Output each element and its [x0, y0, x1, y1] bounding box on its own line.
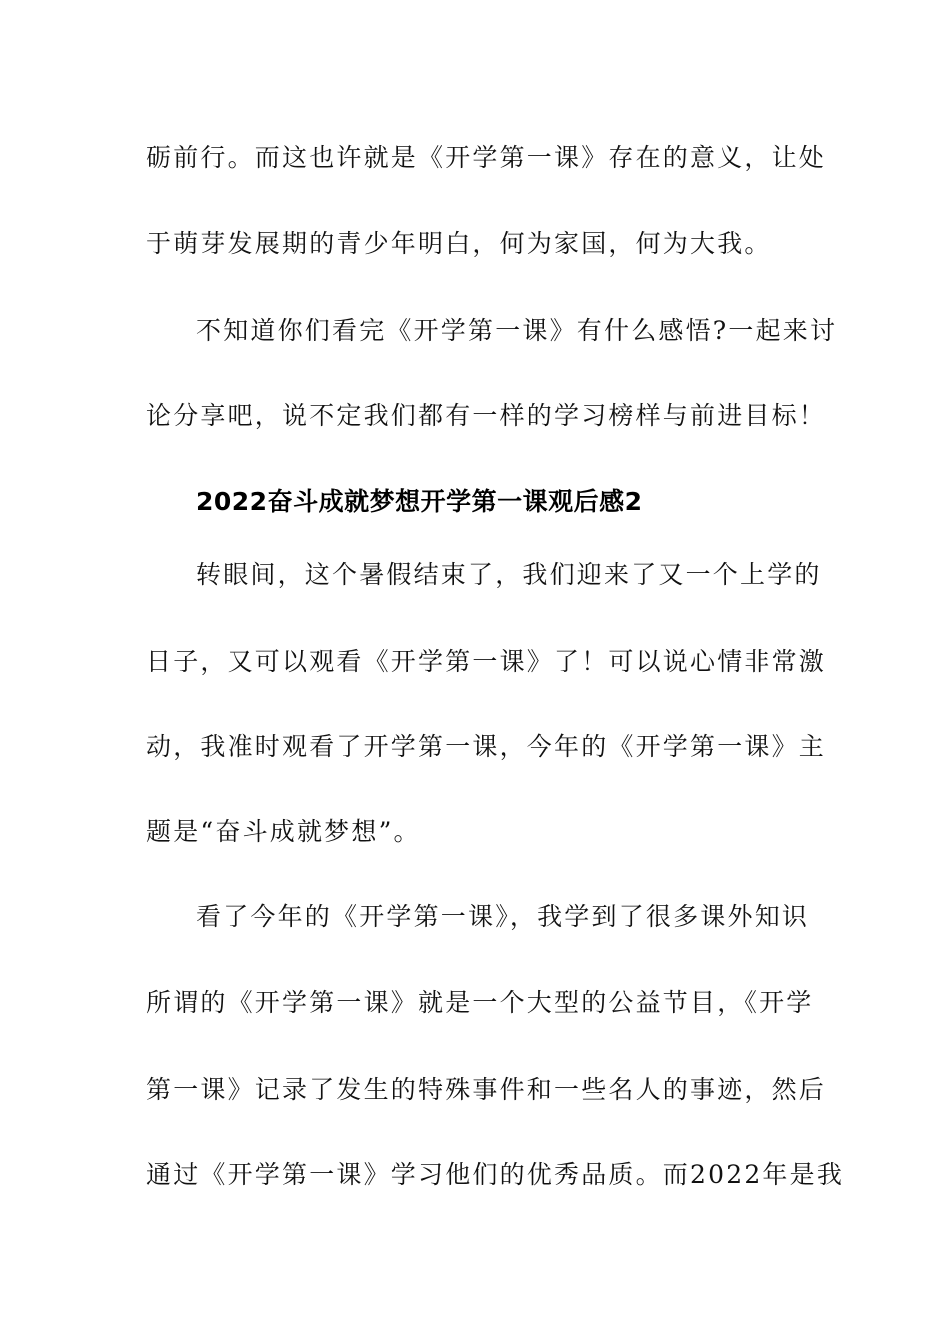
paragraph-line: 题是“奋斗成就梦想”。 [146, 817, 421, 846]
paragraph-line: 不知道你们看完《开学第一课》有什么感悟?一起来讨 [196, 316, 838, 345]
paragraph-line: 转眼间，这个暑假结束了，我们迎来了又一个上学的 [196, 560, 822, 589]
paragraph-line: 所谓的《开学第一课》就是一个大型的公益节目，《开学 [146, 988, 814, 1017]
paragraph-line: 于萌芽发展期的青少年明白，何为家国，何为大我。 [146, 229, 772, 258]
paragraph-line: 第一课》记录了发生的特殊事件和一些名人的事迹，然后 [146, 1075, 827, 1104]
paragraph-line: 日子，又可以观看《开学第一课》了！可以说心情非常激 [146, 647, 827, 676]
paragraph-line: 论分享吧，说不定我们都有一样的学习榜样与前进目标！ [146, 401, 827, 430]
paragraph-line: 通过《开学第一课》学习他们的优秀品质。而2022年是我 [146, 1160, 845, 1189]
paragraph-line: 看了今年的《开学第一课》，我学到了很多课外知识 [196, 902, 810, 931]
paragraph-line: 动，我准时观看了开学第一课，今年的《开学第一课》主 [146, 732, 827, 761]
section-heading: 2022奋斗成就梦想开学第一课观后感2 [196, 487, 643, 516]
paragraph-line: 砺前行。而这也许就是《开学第一课》存在的意义，让处 [146, 143, 827, 172]
